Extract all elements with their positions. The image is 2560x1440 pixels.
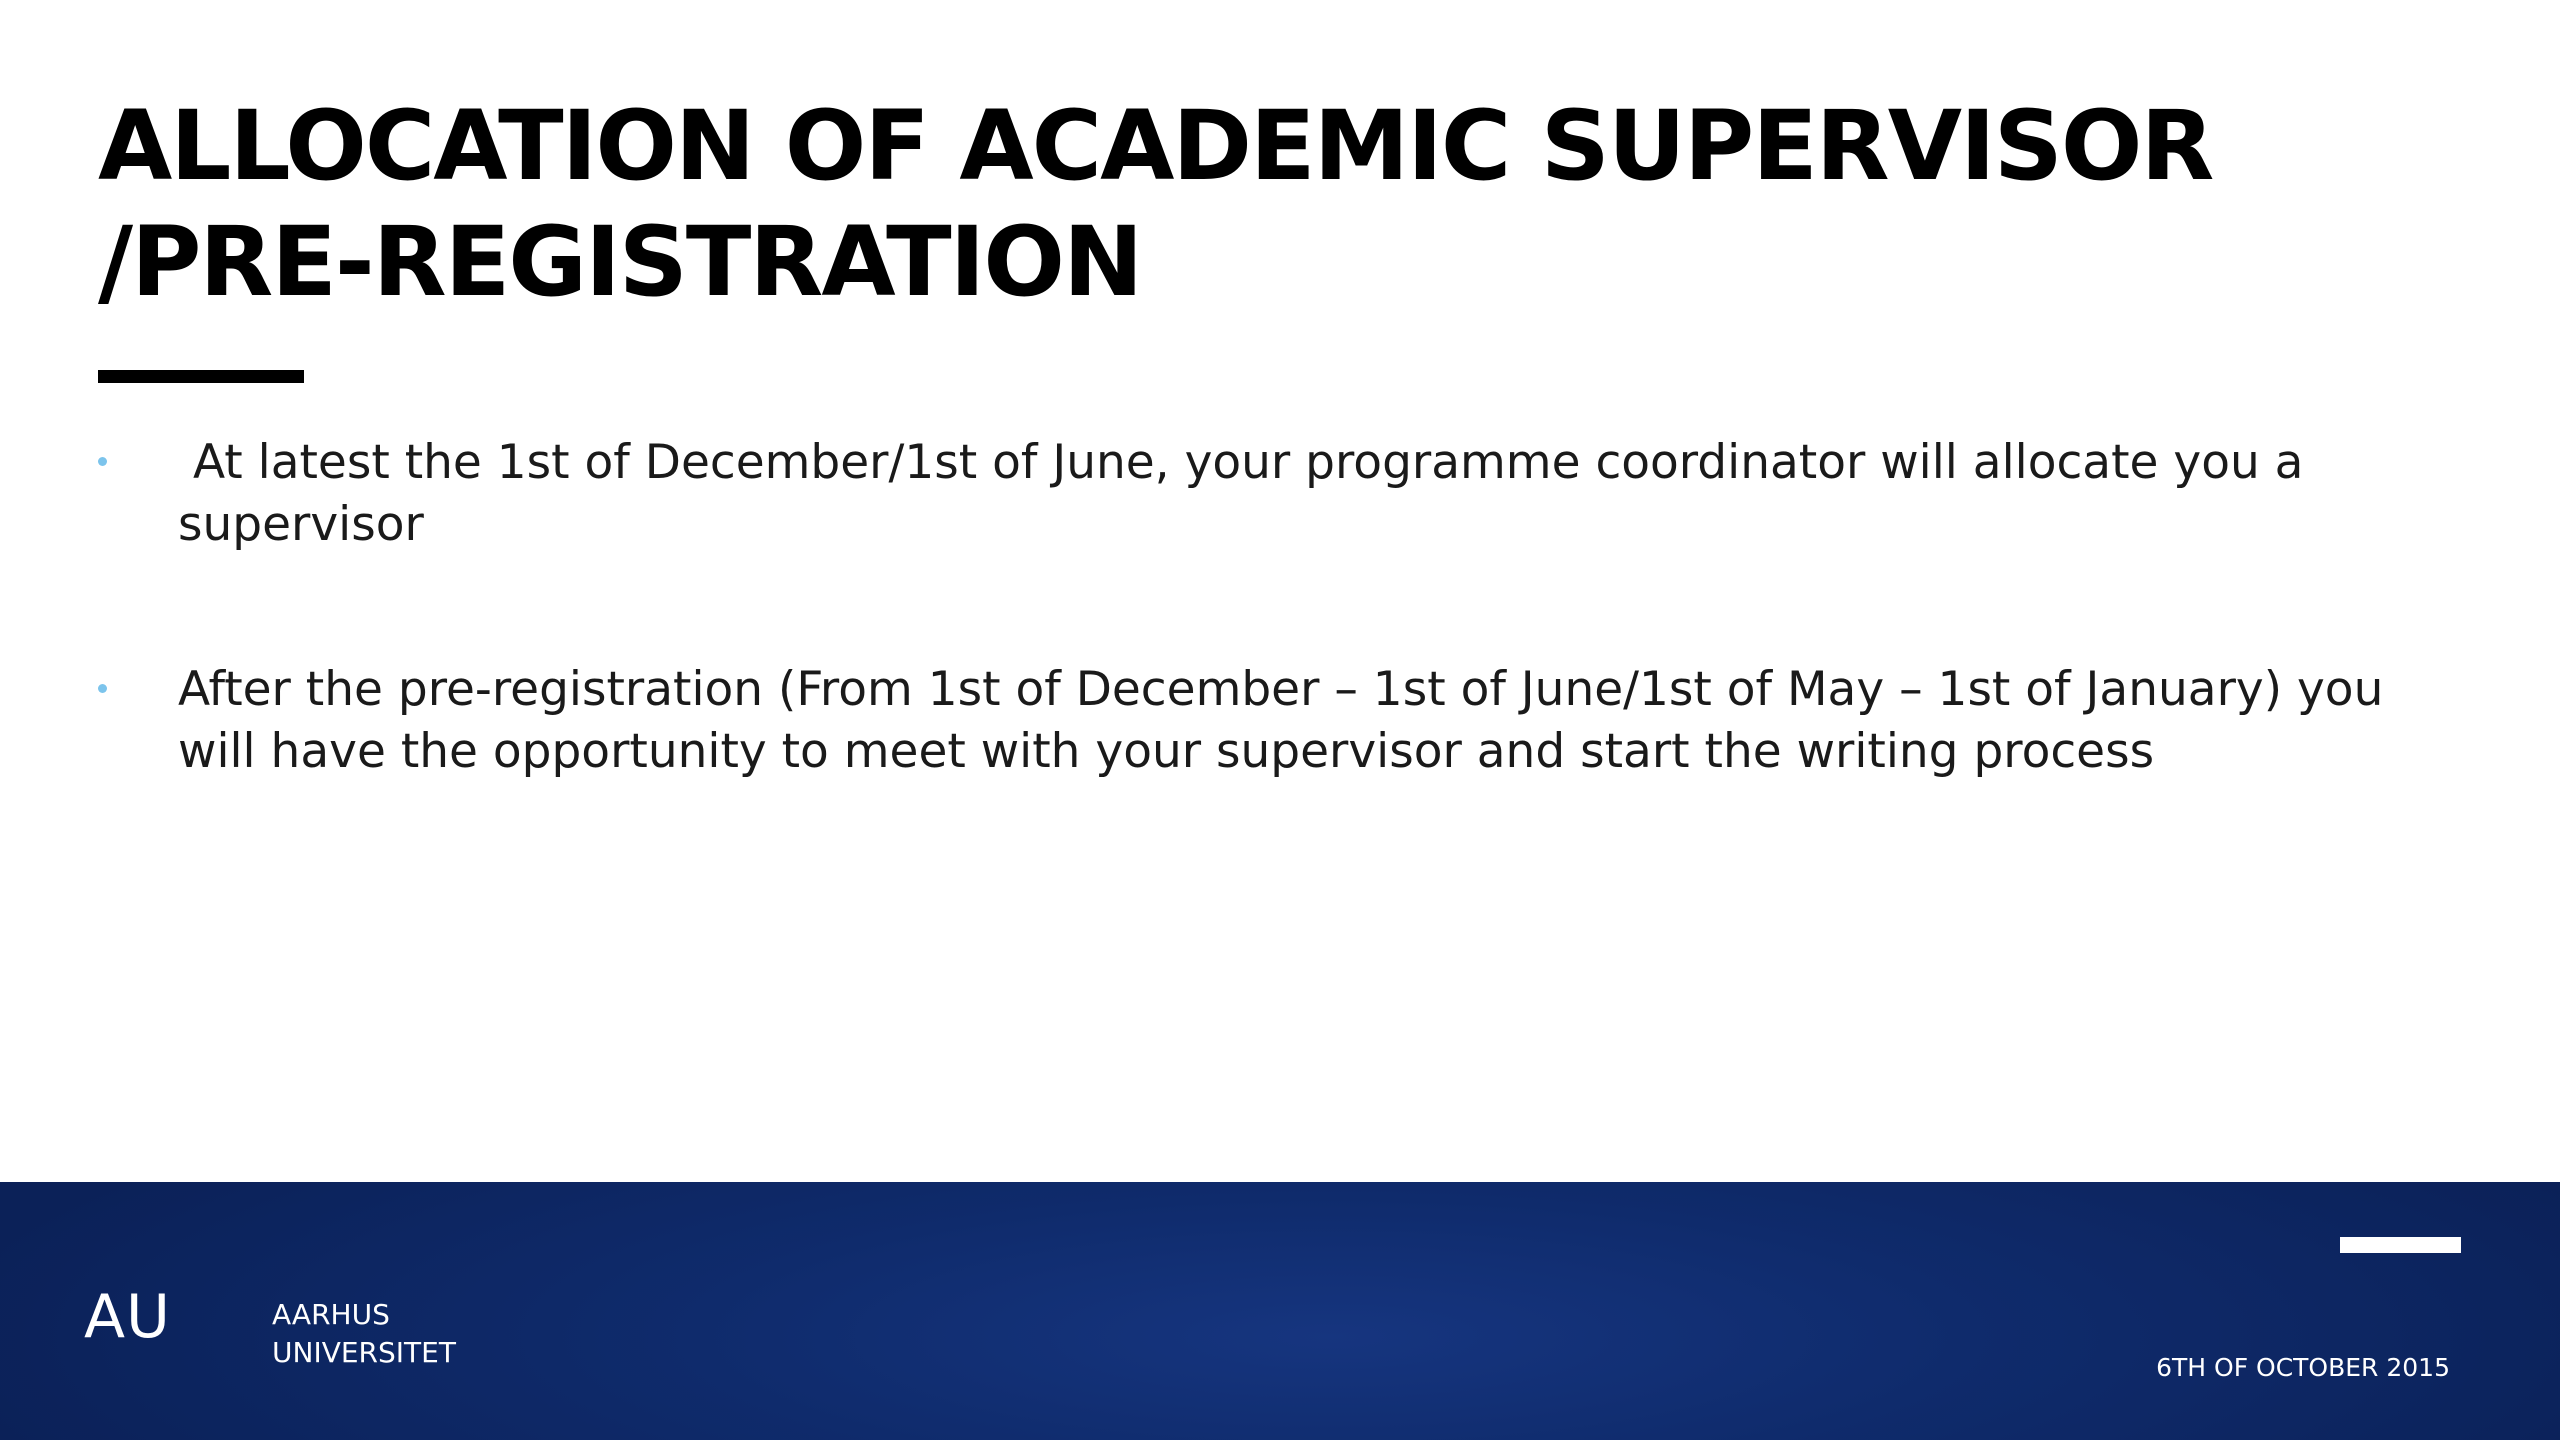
bullet-list xyxy=(98,432,2428,783)
title-underline xyxy=(98,370,304,383)
bullet-text: At latest the 1st of December/1st of June, your programme coordinator will allocate you a supervisor xyxy=(178,435,2319,552)
slide-date: 6TH OF OCTOBER 2015 xyxy=(2156,1353,2450,1382)
bullet-item xyxy=(98,659,2428,783)
bullet-marker-icon xyxy=(98,457,107,466)
university-name-line2: UNIVERSITET xyxy=(272,1336,456,1369)
university-name xyxy=(272,1296,456,1372)
footer-accent-bar xyxy=(2340,1237,2461,1253)
bullet-item xyxy=(98,432,2428,556)
university-name-line1: AARHUS xyxy=(272,1298,390,1331)
bullet-marker-icon xyxy=(98,684,107,693)
bullet-text: After the pre-registration (From 1st of December – 1st of June/1st of May – 1st of January) you will have the opportunity to meet with your supervisor and start the writing process xyxy=(178,662,2384,779)
au-logo-mark: AU xyxy=(84,1282,171,1352)
slide-title: ALLOCATION OF ACADEMIC SUPERVISOR /PRE-REGISTRATION xyxy=(98,90,2213,318)
